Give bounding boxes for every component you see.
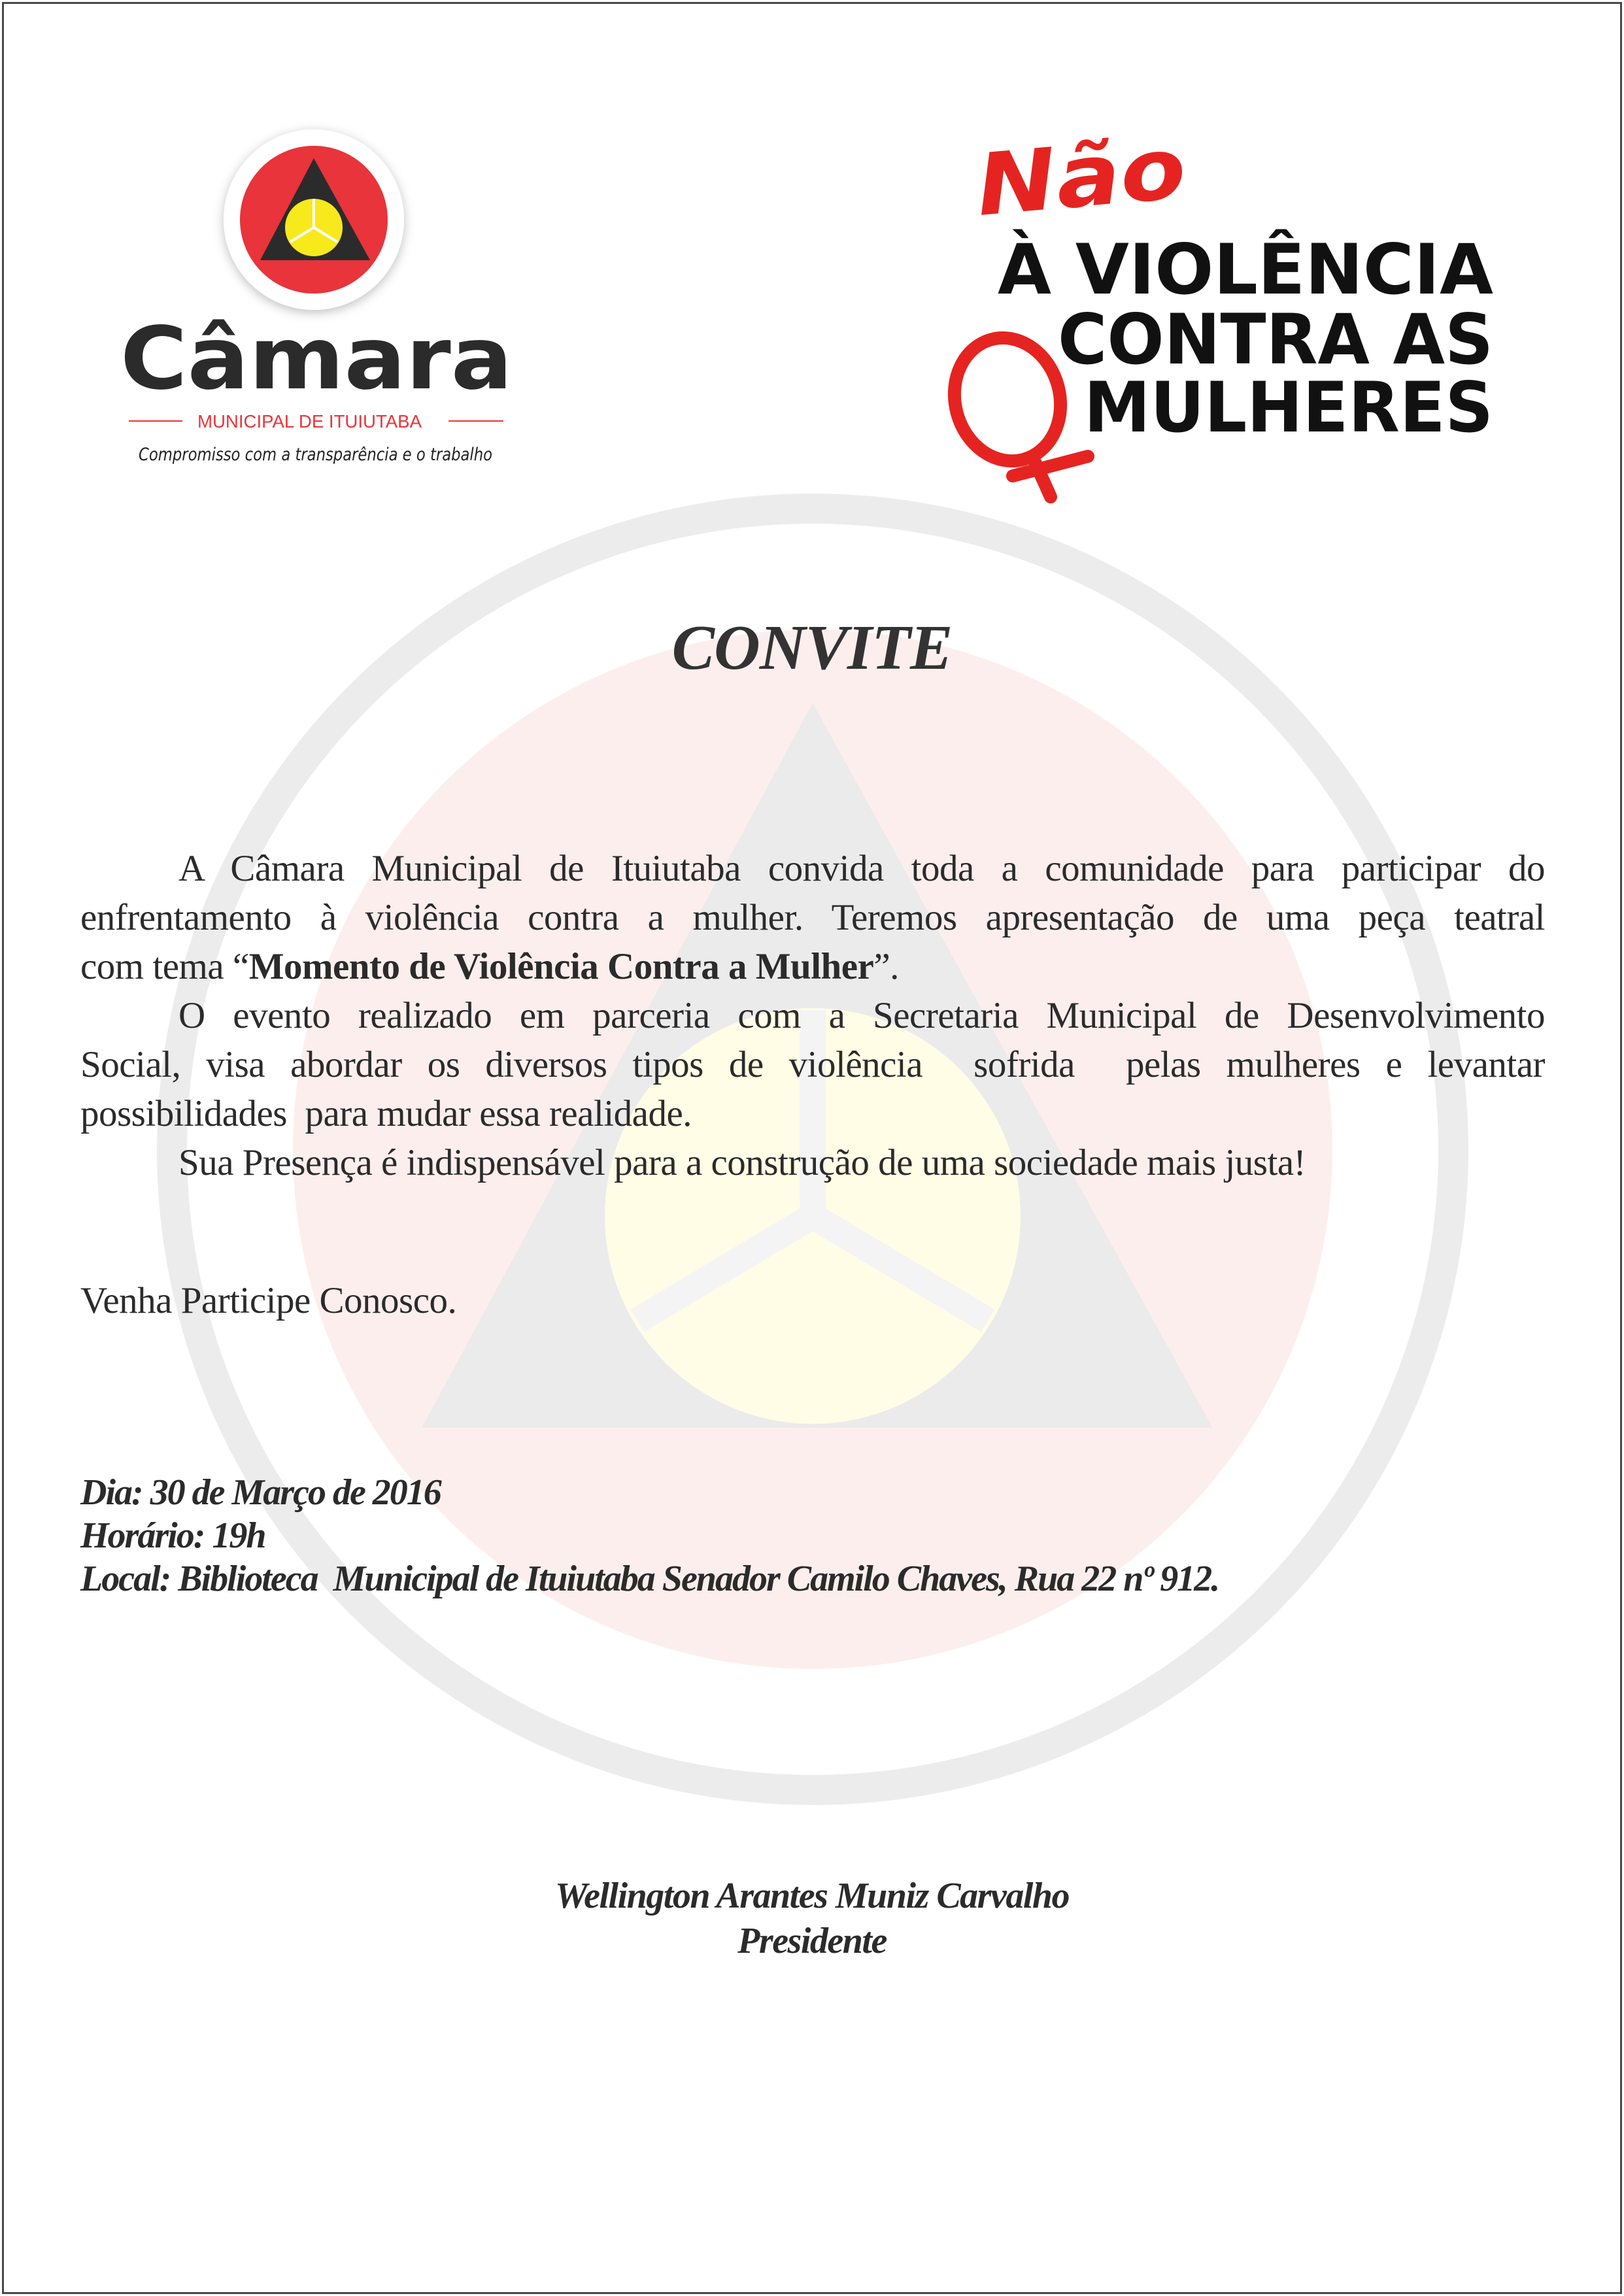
event-location: Local: Biblioteca Municipal de Ituiutaba Senador Camilo Chaves, Rua 22 nº 912. bbox=[80, 1559, 1219, 1599]
event-date: Dia: 30 de Março de 2016 bbox=[80, 1472, 441, 1513]
campaign-nao-handwritten: Não bbox=[972, 120, 1168, 235]
body-line: Sua Presença é indispensável para a construção de uma sociedade mais justa! bbox=[178, 1142, 1306, 1183]
body-line: enfrentamento à violência contra a mulher. Teremos apresentação de uma peça teatral bbox=[80, 897, 1545, 938]
campaign-line-3: MULHERES bbox=[1084, 367, 1493, 448]
logo-subtitle: MUNICIPAL DE ITUIUTABA bbox=[197, 411, 422, 431]
campaign-line-2: CONTRA AS bbox=[1058, 299, 1493, 380]
signature-block bbox=[0, 1874, 1624, 1964]
body-line: A Câmara Municipal de Ituiutaba convida toda a comunidade para participar do bbox=[178, 848, 1545, 889]
campaign-logo bbox=[915, 118, 1536, 523]
campaign-line-1: À VIOLÊNCIA bbox=[998, 229, 1493, 310]
body-line: Social, visa abordar os diversos tipos de violência sofrida pelas mulheres e levantar bbox=[80, 1044, 1545, 1085]
body-text: com tema “ bbox=[80, 946, 249, 987]
closing-text: Venha Participe Conosco. bbox=[80, 1280, 457, 1321]
body-text: ”. bbox=[873, 946, 899, 987]
body-line bbox=[80, 942, 1545, 991]
event-time: Horário: 19h bbox=[80, 1515, 265, 1556]
camara-logo bbox=[98, 118, 556, 484]
invitation-body bbox=[80, 844, 1545, 1187]
body-line: O evento realizado em parceria com a Secretaria Municipal de Desenvolvimento bbox=[178, 995, 1545, 1036]
body-line: possibilidades para mudar essa realidade. bbox=[80, 1093, 692, 1134]
logo-tagline: Compromisso com a transparência e o trabalho bbox=[139, 445, 492, 465]
document-title: CONVITE bbox=[671, 613, 953, 683]
play-title: Momento de Violência Contra a Mulher bbox=[248, 946, 874, 987]
signer-role: Presidente bbox=[737, 1921, 887, 1961]
signer-name: Wellington Arantes Muniz Carvalho bbox=[554, 1876, 1070, 1916]
logo-camara-wordmark: Câmara bbox=[120, 309, 513, 409]
event-details bbox=[80, 1471, 1219, 1600]
